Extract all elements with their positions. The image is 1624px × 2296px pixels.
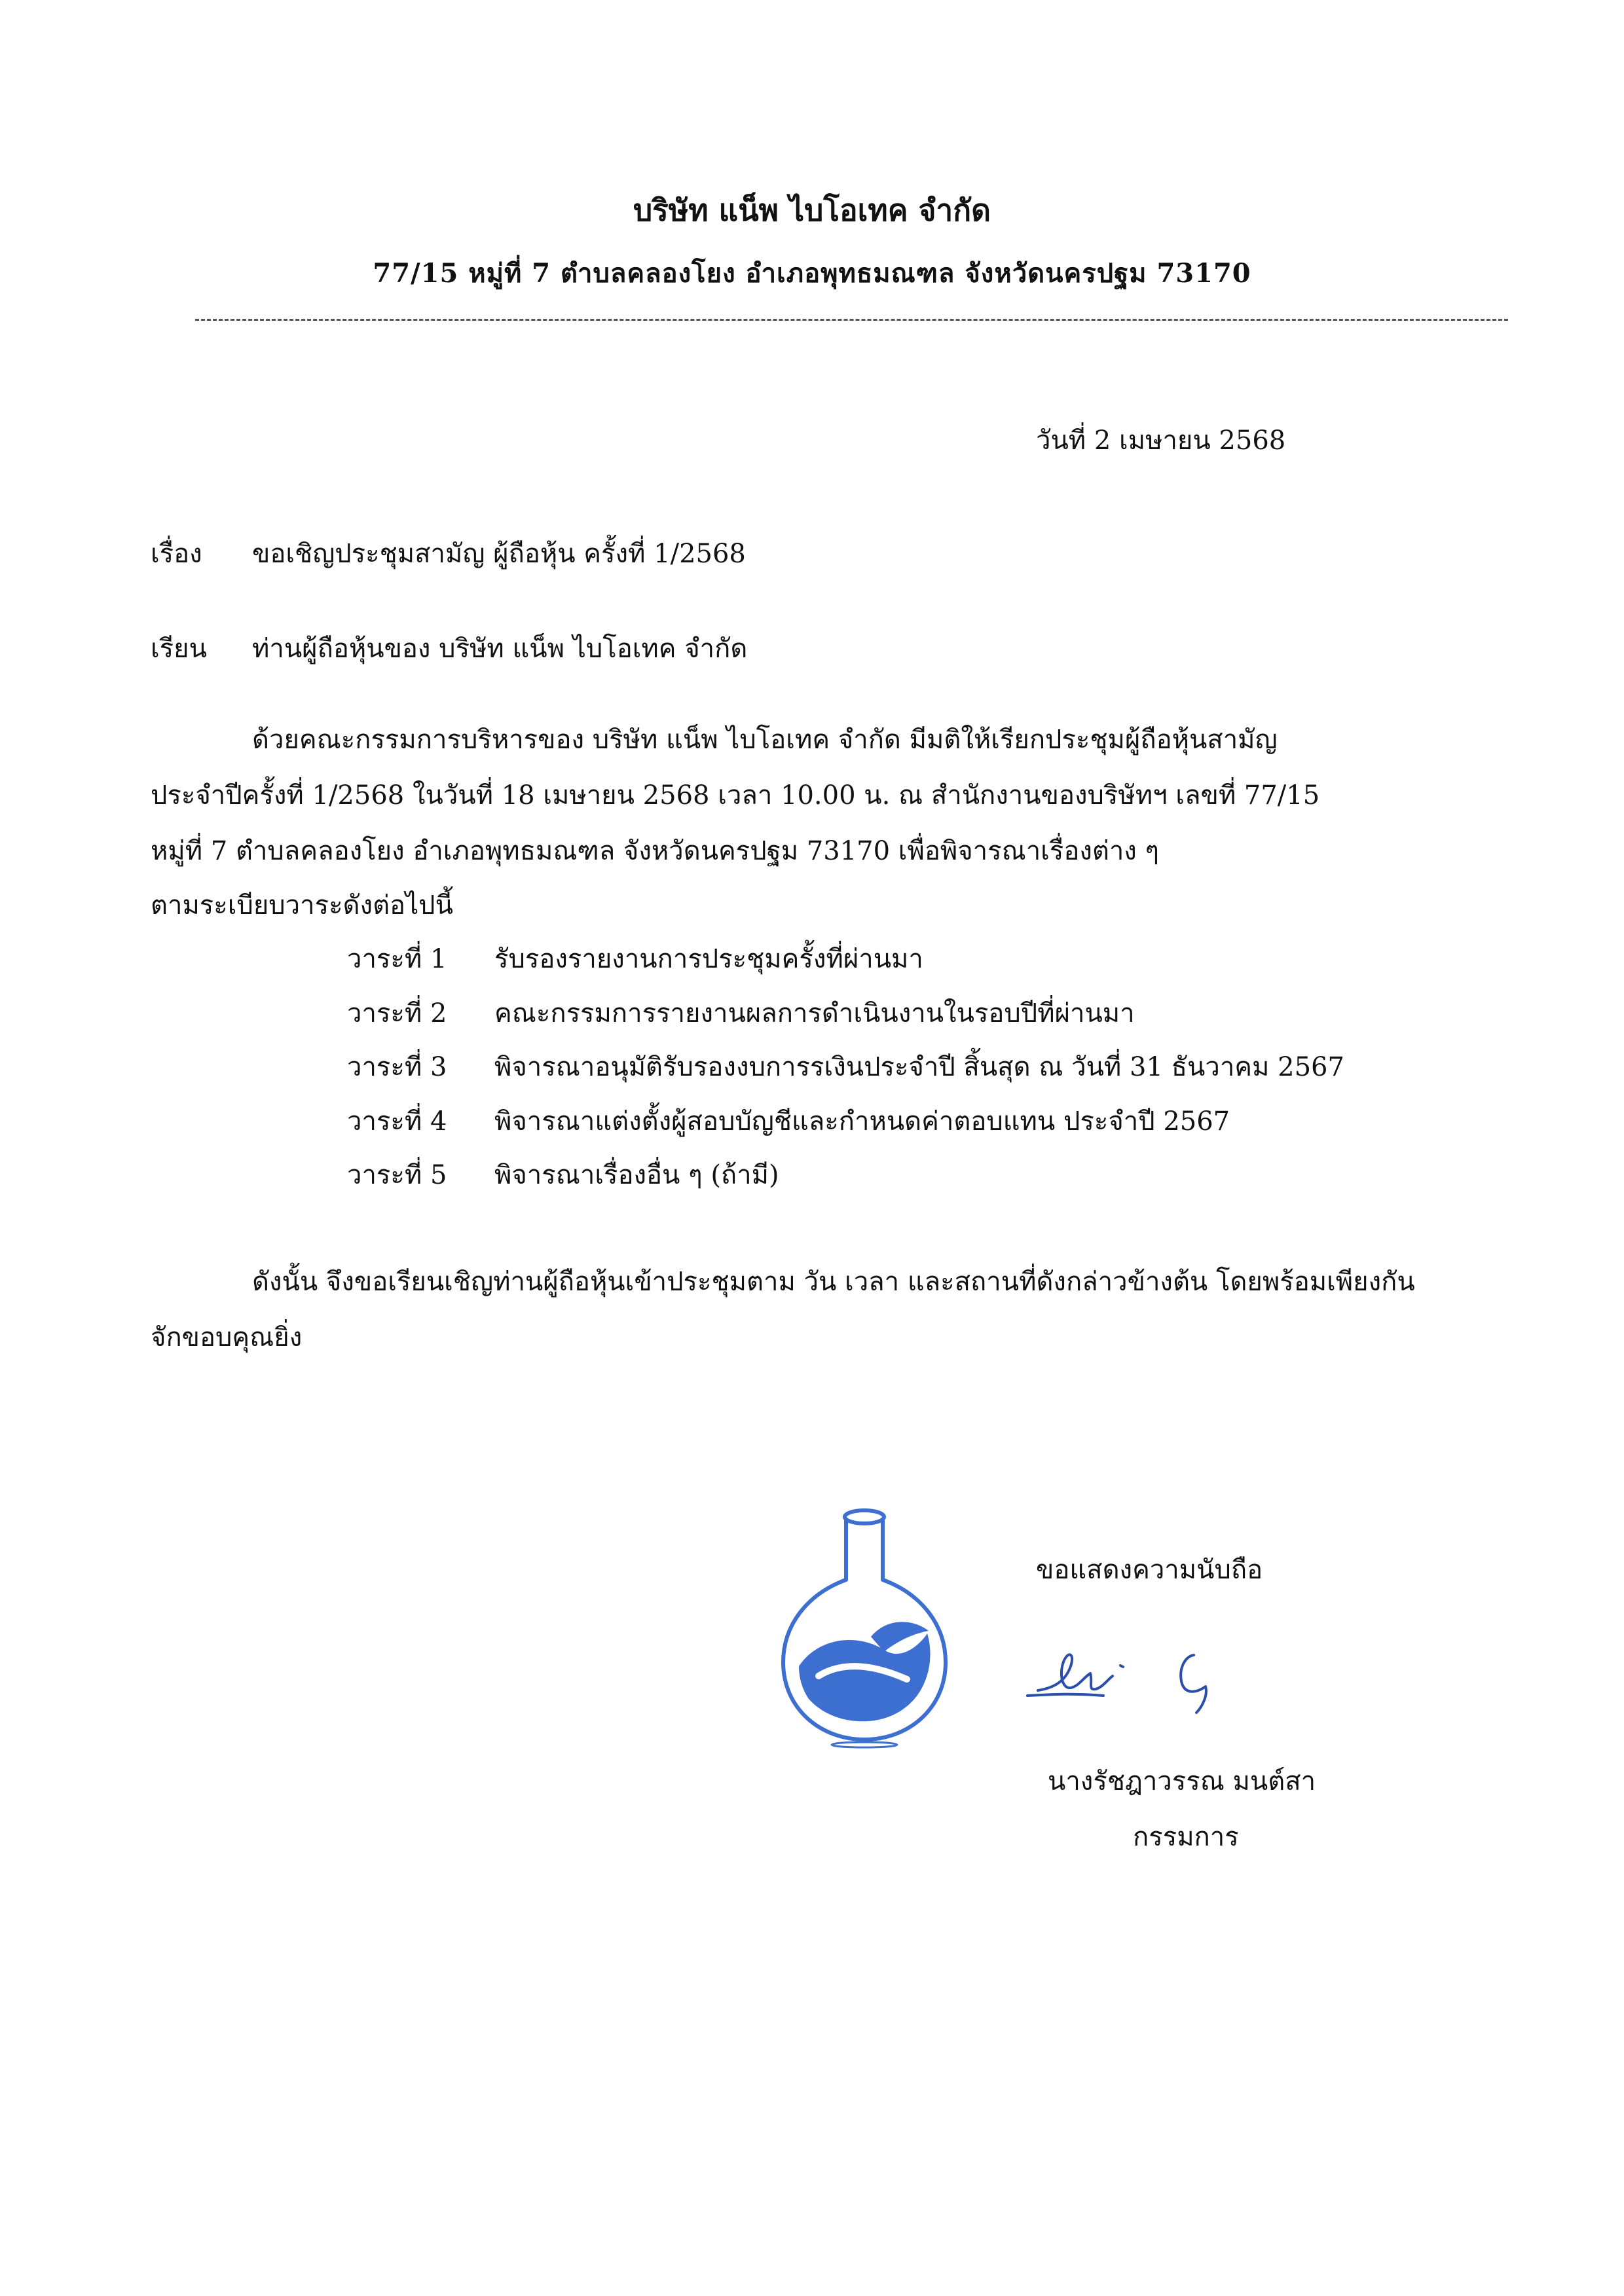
agenda-item-text: พิจารณาเรื่องอื่น ๆ (ถ้ามี) [494,1160,779,1190]
agenda-item-text: คณะกรรมการรายงานผลการดำเนินงานในรอบปีที่ผ่านมา [494,998,1135,1029]
body-line: ประจำปีครั้งที่ 1/2568 ในวันที่ 18 เมษายน 2568 เวลา 10.00 น. ณ สำนักงานของบริษัทฯ เลขที่ 77/15 [151,780,1320,811]
agenda-item-label: วาระที่ 5 [347,1160,447,1190]
agenda-item-label: วาระที่ 4 [347,1106,447,1137]
agenda-item-label: วาระที่ 1 [347,944,447,974]
agenda-item-label: วาระที่ 3 [347,1052,447,1082]
agenda-item-text: พิจารณาอนุมัติรับรองงบการรเงินประจำปี สิ้นสุด ณ วันที่ 31 ธันวาคม 2567 [494,1052,1344,1082]
signer-name: นางรัชฎาวรรณ มนต์สา [1048,1766,1316,1796]
recipient-text: ท่านผู้ถือหุ้นของ บริษัท แน็พ ไบโอเทค จำกัด [252,634,748,664]
body-line: ด้วยคณะกรรมการบริหารของ บริษัท แน็พ ไบโอเทค จำกัด มีมติให้เรียกประชุมผู้ถือหุ้นสามัญ [252,725,1278,755]
letter-date: วันที่ 2 เมษายน 2568 [1036,426,1286,456]
company-name: บริษัท แน็พ ไบโอเทค จำกัด [633,192,991,228]
agenda-item-label: วาระที่ 2 [347,998,447,1029]
closing-line: จักขอบคุณยิ่ง [151,1322,303,1353]
closing-line: ดังนั้น จึงขอเรียนเชิญท่านผู้ถือหุ้นเข้าประชุมตาม วัน เวลา และสถานที่ดังกล่าวข้างต้น โดยพร้อมเพียงกัน [252,1267,1415,1297]
company-address: 77/15 หมู่ที่ 7 ตำบลคลองโยง อำเภอพุทธมณฑล จังหวัดนครปฐม 73170 [373,258,1251,289]
regards-text: ขอแสดงความนับถือ [1036,1555,1263,1585]
signer-title: กรรมการ [1133,1822,1239,1852]
subject-label: เรื่อง [151,539,202,569]
body-line: หมู่ที่ 7 ตำบลคลองโยง อำเภอพุทธมณฑล จังหวัดนครปฐม 73170 เพื่อพิจารณาเรื่องต่าง ๆ [151,836,1160,866]
company-seal-icon [773,1503,956,1751]
header-divider [195,319,1508,321]
agenda-item-text: พิจารณาแต่งตั้งผู้สอบบัญชีและกำหนดค่าตอบแทน ประจำปี 2567 [494,1106,1230,1137]
body-line: ตามระเบียบวาระดังต่อไปนี้ [151,890,453,920]
signature-icon [1025,1630,1241,1728]
agenda-item-text: รับรองรายงานการประชุมครั้งที่ผ่านมา [494,944,923,974]
subject-text: ขอเชิญประชุมสามัญ ผู้ถือหุ้น ครั้งที่ 1/2568 [252,539,746,569]
recipient-label: เรียน [151,634,207,664]
